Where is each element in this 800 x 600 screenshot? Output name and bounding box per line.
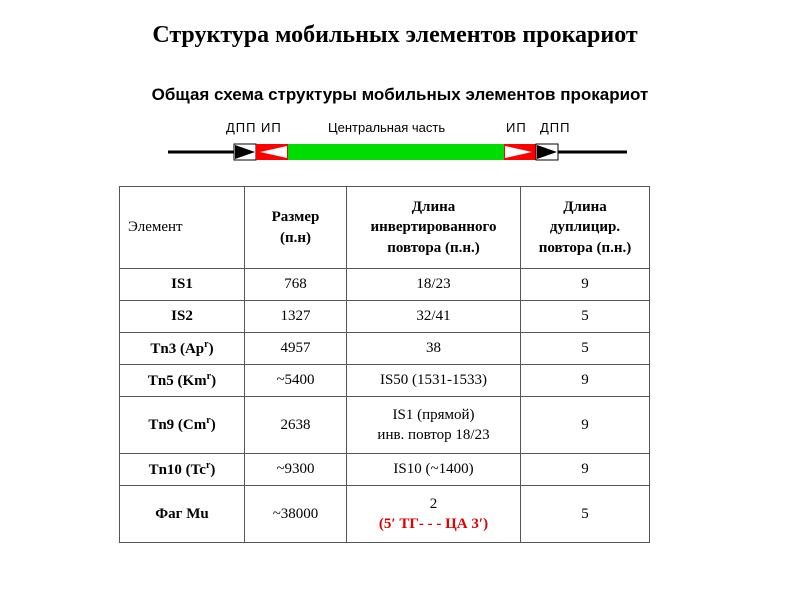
label-center: Центральная часть — [328, 120, 446, 135]
cell-size: ~5400 — [245, 365, 347, 397]
table-row — [120, 365, 650, 397]
cell-size: ~9300 — [245, 454, 347, 486]
table-row — [120, 301, 650, 333]
diagram-subtitle: Общая схема структуры мобильных элементов прокариот — [151, 85, 649, 104]
scheme-svg — [160, 120, 640, 170]
mobile-elements-table — [119, 186, 650, 543]
label-dpp-right: ДПП — [540, 120, 571, 135]
cell-size: 768 — [245, 269, 347, 301]
cell-size: 2638 — [245, 397, 347, 454]
header-inverted-repeat: Длина инвертированного повтора (п.н.) — [347, 187, 521, 269]
cell-element: Фаг Mu — [120, 486, 245, 543]
table-row — [120, 454, 650, 486]
cell-inverted: 38 — [347, 333, 521, 365]
table-row — [120, 397, 650, 454]
cell-dup: 9 — [521, 269, 650, 301]
cell-size: 4957 — [245, 333, 347, 365]
cell-dup: 9 — [521, 454, 650, 486]
cell-dup: 5 — [521, 333, 650, 365]
cell-element: Tn9 (Cm$^r$) — [120, 397, 245, 454]
cell-element: Tn10 (Tc$^r$) — [120, 454, 245, 486]
label-ip-left: ИП — [261, 120, 282, 135]
cell-element: Tn3 (Ap$^r$) — [120, 333, 245, 365]
cell-dup: 9 — [521, 365, 650, 397]
table-row — [120, 486, 650, 543]
table-row — [120, 333, 650, 365]
page-title: Структура мобильных элементов прокариот — [152, 22, 638, 48]
header-element: Элемент — [120, 187, 245, 269]
mu-repeat-sequence: (5′ ТГ- - - ЦА 3′) — [378, 516, 489, 532]
cell-inverted: 2 (5′ ТГ- - - ЦА 3′) — [347, 486, 521, 543]
cell-size: 1327 — [245, 301, 347, 333]
element-scheme — [160, 120, 640, 170]
header-size: Размер (п.н) — [245, 187, 347, 269]
cell-dup: 9 — [521, 397, 650, 454]
cell-inverted: IS10 (~1400) — [347, 454, 521, 486]
cell-inverted: IS1 (прямой) инв. повтор 18/23 — [347, 397, 521, 454]
cell-element: IS2 — [120, 301, 245, 333]
cell-element: Tn5 (Km$^r$) — [120, 365, 245, 397]
header-duplicated-repeat: Длина дуплицир. повтора (п.н.) — [521, 187, 650, 269]
header-row — [120, 187, 650, 269]
cell-dup: 5 — [521, 301, 650, 333]
cell-dup: 5 — [521, 486, 650, 543]
cell-size: ~38000 — [245, 486, 347, 543]
label-ip-right: ИП — [506, 120, 527, 135]
cell-inverted: 32/41 — [347, 301, 521, 333]
table-row — [120, 269, 650, 301]
cell-inverted: IS50 (1531-1533) — [347, 365, 521, 397]
label-dpp-left: ДПП — [226, 120, 257, 135]
cell-inverted: 18/23 — [347, 269, 521, 301]
cell-element: IS1 — [120, 269, 245, 301]
center-part — [288, 144, 504, 160]
